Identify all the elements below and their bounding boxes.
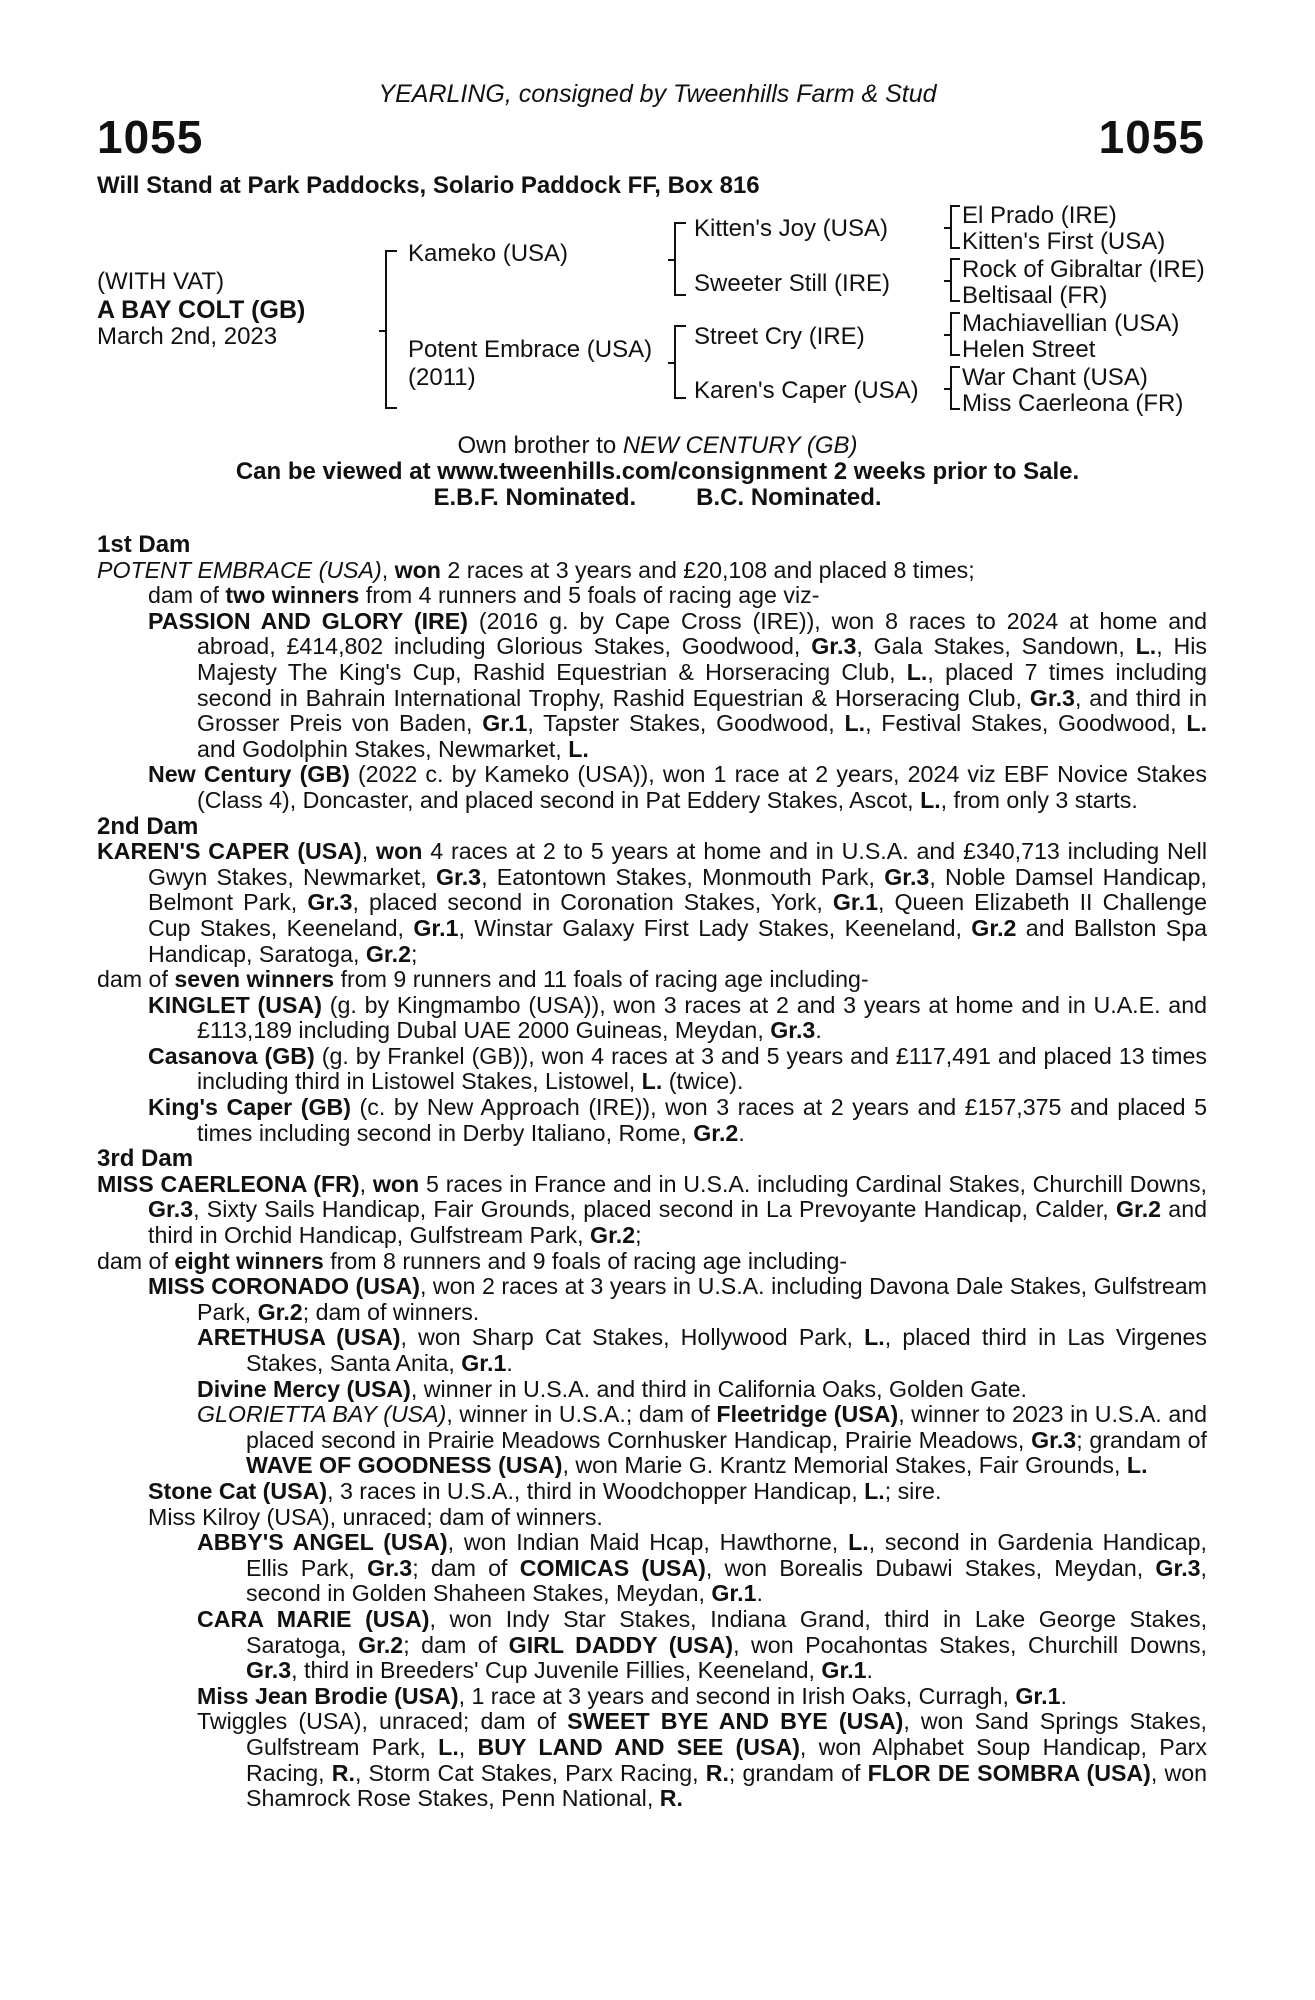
third-dam-summary: MISS CAERLEONA (FR), won 5 races in France and in U.S.A. including Cardinal Stakes, Churchill Downs, Gr.3, Sixty Sails Handicap, Fair Grounds, placed second in La Prevoyante Handicap, Calder, Gr.2 and third in Orchid Handicap, Gulfstream Park, Gr.2; [97,1170,1207,1249]
sdd: Beltisaal (FR) [962,282,1108,309]
pedigree-brace-sire [674,222,686,296]
ssd: Kitten's First (USA) [962,228,1166,255]
pedigree-brace-sd [950,258,960,302]
dam-produce-record [97,532,1207,1812]
dsd: Helen Street [962,336,1096,363]
produce-kings-caper: King's Caper (GB) (c. by New Approach (IRE)), won 3 races at 2 years and £157,375 and placed 5 times including second in Derby Italiano, Rome, Gr.2. [148,1094,1207,1146]
dam-year: (2011) [408,364,476,391]
second-dam-summary: KAREN'S CAPER (USA), won 4 races at 2 to 5 years at home and in U.S.A. and £340,713 including Nell Gwyn Stakes, Newmarket, Gr.3, Eatontown Stakes, Monmouth Park, Gr.3, Noble Damsel Handicap, Belmont Park, Gr.3, placed second in Coronation Stakes, York, Gr.1, Queen Elizabeth II Challenge Cup Stakes, Keeneland, Gr.1, Winstar Galaxy First Lady Stakes, Keeneland, Gr.2 and Ballston Spa Handicap, Saratoga, Gr.2; [97,838,1207,967]
sire-dam: Sweeter Still (IRE) [694,270,891,297]
ddd: Miss Caerleona (FR) [962,390,1184,417]
dam-sire: Street Cry (IRE) [694,323,865,350]
lot-number-right: 1055 [1098,111,1205,163]
sss: El Prado (IRE) [962,202,1117,229]
sire-sire: Kitten's Joy (USA) [694,215,888,242]
sds: Rock of Gibraltar (IRE) [962,256,1205,283]
first-dam-summary: POTENT EMBRACE (USA), won 2 races at 3 years and £20,108 and placed 8 times; dam of two winners from 4 runners and 5 foals of racing age viz- [97,556,975,609]
foaling-date: March 2nd, 2023 [97,323,278,350]
sire: Kameko (USA) [408,240,569,267]
produce-miss-jean-brodie: Miss Jean Brodie (USA), 1 race at 3 years and second in Irish Oaks, Curragh, Gr.1. [197,1682,1067,1709]
nominations: E.B.F. Nominated. B.C. Nominated. [433,484,882,511]
second-dam-heading: 2nd Dam [97,812,199,840]
produce-passion-and-glory: PASSION AND GLORY (IRE) (2016 g. by Cape Cross (IRE)), won 8 races to 2024 at home and abroad, £414,802 including Glorious Stakes, Goodwood, Gr.3, Gala Stakes, Sandown, L., His Majesty The King's Cup, Rashid Equestrian & Horseracing Club, L., placed 7 times including second in Bahrain International Trophy, Rashid Equestrian & Horseracing Club, Gr.3, and third in Grosser Preis von Baden, Gr.1, Tapster Stakes, Goodwood, L., Festival Stakes, Goodwood, L. and Godolphin Stakes, Newmarket, L. [148,607,1208,762]
pedigree-brace-dam [674,325,686,399]
produce-glorietta-bay: GLORIETTA BAY (USA), winner in U.S.A.; dam of Fleetridge (USA), winner to 2023 in U.S.A. and placed second in Prairie Meadows Cornhusker Handicap, Prairie Meadows, Gr.3; grandam of WAVE OF GOODNESS (USA), won Marie G. Krantz Memorial Stakes, Fair Grounds, L. [197,1401,1208,1479]
produce-arethusa: ARETHUSA (USA), won Sharp Cat Stakes, Hollywood Park, L., placed third in Las Virgenes Stakes, Santa Anita, Gr.1. [197,1324,1208,1376]
dam-dam: Karen's Caper (USA) [694,377,919,404]
second-dam-produce-intro: dam of seven winners from 9 runners and 11 foals of racing age including- [97,966,869,993]
pedigree-brace-dd [950,366,960,410]
vat-note: (WITH VAT) [97,268,225,295]
third-dam-produce-intro: dam of eight winners from 8 runners and 9 foals of racing age including- [97,1247,848,1274]
third-dam-heading: 3rd Dam [97,1145,194,1173]
pedigree-brace-main [385,250,397,409]
produce-cara-marie: CARA MARIE (USA), won Indy Star Stakes, Indiana Grand, third in Lake George Stakes, Saratoga, Gr.2; dam of GIRL DADDY (USA), won Pocahontas Stakes, Churchill Downs, Gr.3, third in Breeders' Cup Juvenile Fillies, Keeneland, Gr.1. [197,1605,1208,1684]
produce-abbys-angel: ABBY'S ANGEL (USA), won Indian Maid Hcap, Hawthorne, L., second in Gardenia Handicap, Ellis Park, Gr.3; dam of COMICAS (USA), won Borealis Dubawi Stakes, Meydan, Gr.3, second in Golden Shaheen Stakes, Meydan, Gr.1. [197,1529,1207,1607]
pedigree-brace-ds [950,312,960,356]
viewing-note: Can be viewed at www.tweenhills.com/consignment 2 weeks prior to Sale. [235,458,1080,485]
produce-miss-coronado: MISS CORONADO (USA), won 2 races at 3 years in U.S.A. including Davona Dale Stakes, Gulfstream Park, Gr.2; dam of winners. [148,1273,1208,1325]
first-dam-heading: 1st Dam [97,531,191,558]
produce-casanova: Casanova (GB) (g. by Frankel (GB)), won 4 races at 3 and 5 years and £117,491 and placed 13 times including third in Listowel Stakes, Listowel, L. (twice). [148,1042,1207,1095]
consignor-line: YEARLING, consigned by Tweenhills Farm & Stud [378,80,937,108]
dds: War Chant (USA) [962,364,1148,391]
horse-name: A BAY COLT (GB) [97,296,306,324]
produce-stone-cat: Stone Cat (USA), 3 races in U.S.A., third in Woodchopper Handicap, L.; sire. [148,1477,942,1504]
produce-twiggles: Twiggles (USA), unraced; dam of SWEET BYE AND BYE (USA), won Sand Springs Stakes, Gulfstream Park, L., BUY LAND AND SEE (USA), won Alphabet Soup Handicap, Parx Racing, R., Storm Cat Stakes, Parx Racing, R.; grandam of FLOR DE SOMBRA (USA), won Shamrock Rose Stakes, Penn National, R. [197,1708,1207,1812]
produce-new-century: New Century (GB) (2022 c. by Kameko (USA)), won 1 race at 2 years, 2024 viz EBF Novice Stakes (Class 4), Doncaster, and placed second in Pat Eddery Stakes, Ascot, L., from only 3 starts. [148,761,1207,813]
dss: Machiavellian (USA) [962,310,1180,337]
dam: Potent Embrace (USA) [408,336,653,363]
stand-location: Will Stand at Park Paddocks, Solario Paddock FF, Box 816 [97,172,760,199]
pedigree-brace-ss [950,205,960,249]
produce-kinglet: KINGLET (USA) (g. by Kingmambo (USA)), won 3 races at 2 and 3 years at home and in U.A.E. and £113,189 including Dubal UAE 2000 Guineas, Meydan, Gr.3. [148,991,1207,1044]
lot-number-left: 1055 [97,111,204,163]
own-brother-note: Own brother to NEW CENTURY (GB) [457,432,858,459]
produce-miss-kilroy: Miss Kilroy (USA), unraced; dam of winners. [148,1503,603,1530]
produce-divine-mercy: Divine Mercy (USA), winner in U.S.A. and third in California Oaks, Golden Gate. [197,1375,1027,1402]
